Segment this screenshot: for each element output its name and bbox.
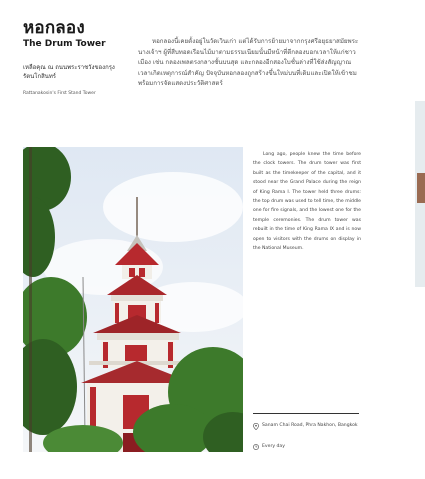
hours-text: Every day — [262, 444, 285, 449]
location-pin-icon — [253, 423, 259, 430]
adjacent-page-edge — [415, 101, 425, 287]
hours-info — [253, 443, 363, 451]
subtitle-thai: เหลือคุณ ณ ถนนพระราชวังของกรุงรัตนโกสินทร์ — [23, 64, 115, 80]
page-title-english: The Drum Tower — [23, 39, 106, 49]
page-title: หอกลอง — [23, 18, 85, 38]
subtitle-english: Rattanakosin's First Stand Tower — [23, 91, 96, 96]
address-info — [253, 422, 363, 430]
info-divider — [253, 413, 359, 414]
drum-tower-photo — [23, 147, 243, 452]
body-text-english: Long ago, people knew the time before the clock towers. The drum tower was first built as the timekeeper of the capital, and it stood near the Grand Palace during the reign of King Rama I. The tower held three drums: the top drum was used to tell time, the middle one for fire signals, and the lowest one for the temple ceremonies. The drum tower was rebuilt in the time of King Rama IX and is now open to visitors with the drums on display in the National Museum. — [253, 152, 361, 252]
address-text: Sanam Chai Road, Phra Nakhon, Bangkok — [262, 423, 358, 428]
body-text-thai: หอกลองนี้เคยตั้งอยู่ในวัดเวินเก่า แต่ได้รับการย้ายมาจากกรุงศรีอยุธยาสมัยพระนางเจ้าฯ ผู้ที่สืบทอดเรือนไม้มาตามธรรมเนียมนั้นมีหน้าที่ตีกลองบอกเวลาให้แก่ชาวเมือง เช่น กลองเพลตรงกลางชั้นบนสุด และกลองอีกสองใบชั้นล่างที่ใช้ส่งสัญญาณเวลาเกิดเหตุการณ์สำคัญ ปัจจุบันหอกลองถูกสร้างขึ้นใหม่บนที่เดิมและเปิดให้เข้าชมพร้อมการจัดแสดงประวัติศาสตร์ — [138, 38, 359, 88]
clock-icon — [253, 444, 259, 450]
